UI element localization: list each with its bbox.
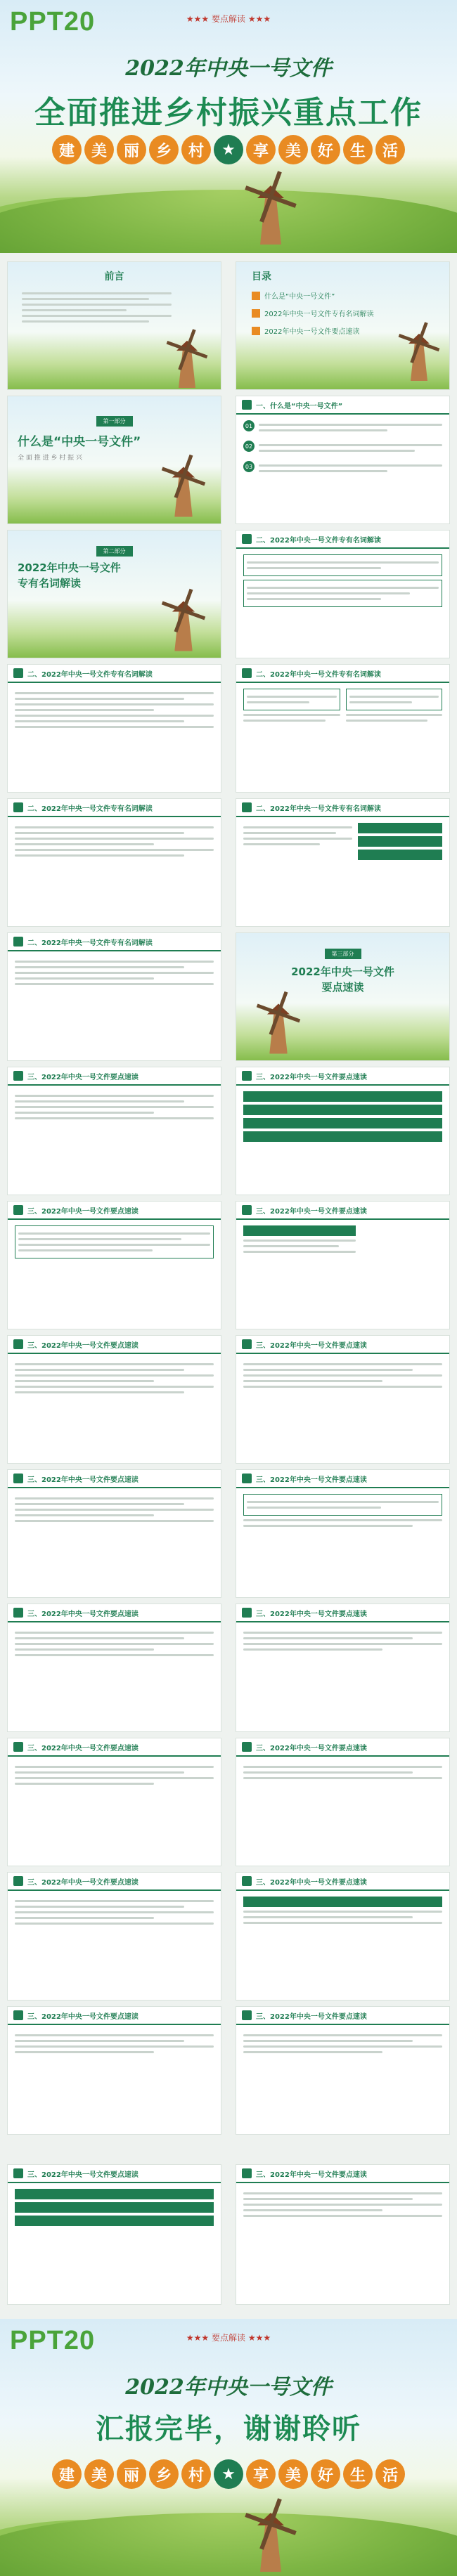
wind-turbine-icon: [361, 1225, 442, 1322]
section-header: 三、2022年中央一号文件要点速读: [256, 1878, 367, 1887]
section-icon: [13, 2168, 23, 2178]
section-icon: [13, 668, 23, 678]
section-header: 三、2022年中央一号文件要点速读: [256, 1476, 367, 1484]
cover-tag: ★★★ 要点解读 ★★★: [186, 14, 271, 24]
closing-year-title: 2022年中央一号文件: [125, 2375, 332, 2400]
logo: PPT20: [10, 7, 96, 37]
toc-slide: [236, 261, 450, 390]
section-icon: [13, 1474, 23, 1483]
section3-slide: [236, 1067, 450, 1195]
slogan-pill: 丽: [117, 135, 146, 164]
slogan-pill: 好: [311, 2459, 340, 2489]
closing-slogan: [0, 2459, 457, 2489]
toc-item[interactable]: 2022年中央一号文件专有名词解读: [252, 308, 392, 318]
section3-slide: [236, 1469, 450, 1598]
closing-slide: [0, 2319, 457, 2576]
section-icon: [242, 534, 252, 544]
section-header: 三、2022年中央一号文件要点速读: [27, 1073, 139, 1081]
slogan-pill: 享: [246, 2459, 276, 2489]
section-icon: [13, 802, 23, 812]
section3-slide: [7, 1872, 221, 2001]
section2-slide: [236, 798, 450, 927]
part1-title: 什么是“中央一号文件”: [18, 435, 141, 449]
section-header: 三、2022年中央一号文件要点速读: [27, 2171, 139, 2179]
slogan-pill: 乡: [149, 135, 179, 164]
section-header: 三、2022年中央一号文件要点速读: [27, 1610, 139, 1618]
section-icon: [13, 1608, 23, 1618]
hill-main: [0, 190, 457, 253]
section3-slide: [7, 1335, 221, 1464]
section-icon: [242, 802, 252, 812]
slogan-pill: 美: [278, 2459, 308, 2489]
section-icon: [13, 2010, 23, 2020]
section3-slide: [7, 2006, 221, 2135]
section-header: 一、什么是“中央一号文件”: [256, 402, 343, 410]
section-header: 三、2022年中央一号文件要点速读: [27, 2012, 139, 2021]
section-header: 二、2022年中央一号文件专有名词解读: [27, 805, 153, 813]
section-header: 三、2022年中央一号文件要点速读: [256, 1207, 367, 1216]
section-header: 三、2022年中央一号文件要点速读: [256, 2171, 367, 2179]
section1-slide: 一、什么是“中央一号文件” 01 02 03: [236, 396, 450, 524]
section-icon: [242, 1339, 252, 1349]
slogan-pill: 好: [311, 135, 340, 164]
part3-title-b: 要点速读: [321, 981, 364, 994]
cover-slide: [0, 0, 457, 253]
slogan-pill: 活: [375, 2459, 405, 2489]
section-icon: [242, 1474, 252, 1483]
section3-slide: [236, 1335, 450, 1464]
windmill-icon: [252, 988, 306, 1054]
part2-slide: [7, 530, 221, 658]
section3-slide: [236, 2006, 450, 2135]
part-label: 第一部分: [96, 416, 133, 427]
section-header: 三、2022年中央一号文件要点速读: [256, 1744, 367, 1752]
section-header: 三、2022年中央一号文件要点速读: [256, 2012, 367, 2021]
section3-slide: [236, 1872, 450, 2001]
slogan-pill: 丽: [117, 2459, 146, 2489]
part1-slide: [7, 396, 221, 524]
slogan-pill: 生: [343, 135, 373, 164]
section2-slide: [7, 798, 221, 927]
slogan-pill: 生: [343, 2459, 373, 2489]
preface-slide: [7, 261, 221, 390]
section-icon: [13, 937, 23, 947]
section-icon: [242, 1071, 252, 1081]
section-header: 二、2022年中央一号文件专有名词解读: [27, 939, 153, 947]
section-icon: [242, 1608, 252, 1618]
part3-title-a: 2022年中央一号文件: [291, 965, 394, 978]
part2-title-b: 专有名词解读: [18, 577, 82, 590]
section-icon: [242, 400, 252, 410]
slogan-pill: 美: [84, 2459, 114, 2489]
section-header: 三、2022年中央一号文件要点速读: [27, 1744, 139, 1752]
section2-slide: [236, 664, 450, 793]
part1-subtitle: 全 面 推 进 乡 村 振 兴: [18, 455, 83, 462]
closing-tag: ★★★ 要点解读 ★★★: [186, 2333, 271, 2343]
windmill-icon: [394, 319, 444, 381]
slogan-star: ★: [214, 2459, 243, 2489]
section3-slide: [7, 1201, 221, 1329]
slogan-pill: 村: [181, 135, 211, 164]
logo: PPT20: [10, 2326, 96, 2355]
toc-item[interactable]: 什么是“中央一号文件”: [252, 290, 392, 301]
windmill-icon: [239, 2494, 302, 2572]
slogan-pill: 村: [181, 2459, 211, 2489]
slogan-pill: 美: [278, 135, 308, 164]
slogan-pill: 享: [246, 135, 276, 164]
section3-slide: [236, 2164, 450, 2305]
section-header: 二、2022年中央一号文件专有名词解读: [256, 805, 381, 813]
section-header: 二、2022年中央一号文件专有名词解读: [256, 670, 381, 679]
section-icon: [242, 2168, 252, 2178]
preface-title: 前言: [104, 271, 124, 282]
section3-slide: [236, 1738, 450, 1866]
part-label: 第三部分: [325, 949, 361, 959]
section-icon: [242, 2010, 252, 2020]
section3-slide: [7, 1067, 221, 1195]
section-icon: [242, 1205, 252, 1215]
section-icon: [13, 1071, 23, 1081]
section-header: 二、2022年中央一号文件专有名词解读: [256, 536, 381, 545]
section3-slide: [236, 1604, 450, 1732]
part3-slide: [236, 932, 450, 1061]
section-icon: [242, 1876, 252, 1886]
section3-slide: [7, 1604, 221, 1732]
section-header: 三、2022年中央一号文件要点速读: [27, 1878, 139, 1887]
part2-title-a: 2022年中央一号文件: [18, 561, 121, 574]
section-header: 三、2022年中央一号文件要点速读: [27, 1476, 139, 1484]
section-header: 三、2022年中央一号文件要点速读: [27, 1207, 139, 1216]
cover-slogan: [0, 135, 457, 164]
slogan-pill: 乡: [149, 2459, 179, 2489]
section3-slide: [7, 1738, 221, 1866]
section-header: 三、2022年中央一号文件要点速读: [256, 1610, 367, 1618]
toc-item[interactable]: 2022年中央一号文件要点速读: [252, 325, 392, 336]
section3-slide: [7, 2164, 221, 2305]
slogan-pill: 建: [52, 2459, 82, 2489]
part-label: 第二部分: [96, 546, 133, 557]
closing-thanks: 汇报完毕，谢谢聆听: [96, 2413, 361, 2445]
section2-slide: [7, 664, 221, 793]
section2-slide: [7, 932, 221, 1061]
section2-slide: [236, 530, 450, 658]
section-header: 三、2022年中央一号文件要点速读: [256, 1341, 367, 1350]
slogan-star: ★: [214, 135, 243, 164]
windmill-icon: [157, 585, 211, 651]
section-icon: [13, 1742, 23, 1752]
windmill-icon: [157, 451, 211, 517]
section3-slide: [7, 1469, 221, 1598]
slogan-pill: 建: [52, 135, 82, 164]
slogan-pill: 美: [84, 135, 114, 164]
section-icon: [13, 1876, 23, 1886]
section-icon: [242, 1742, 252, 1752]
section-icon: [242, 668, 252, 678]
section-header: 三、2022年中央一号文件要点速读: [256, 1073, 367, 1081]
slogan-pill: 活: [375, 135, 405, 164]
section3-slide: [236, 1201, 450, 1329]
section-icon: [13, 1205, 23, 1215]
section-header: 三、2022年中央一号文件要点速读: [27, 1341, 139, 1350]
section-header: 二、2022年中央一号文件专有名词解读: [27, 670, 153, 679]
cover-year-title: 2022年中央一号文件: [125, 56, 332, 81]
windmill-icon: [162, 326, 212, 388]
cover-main-title: 全面推进乡村振兴重点工作: [34, 95, 423, 131]
section-icon: [13, 1339, 23, 1349]
windmill-icon: [239, 167, 302, 245]
toc-title: 目录: [252, 271, 271, 282]
